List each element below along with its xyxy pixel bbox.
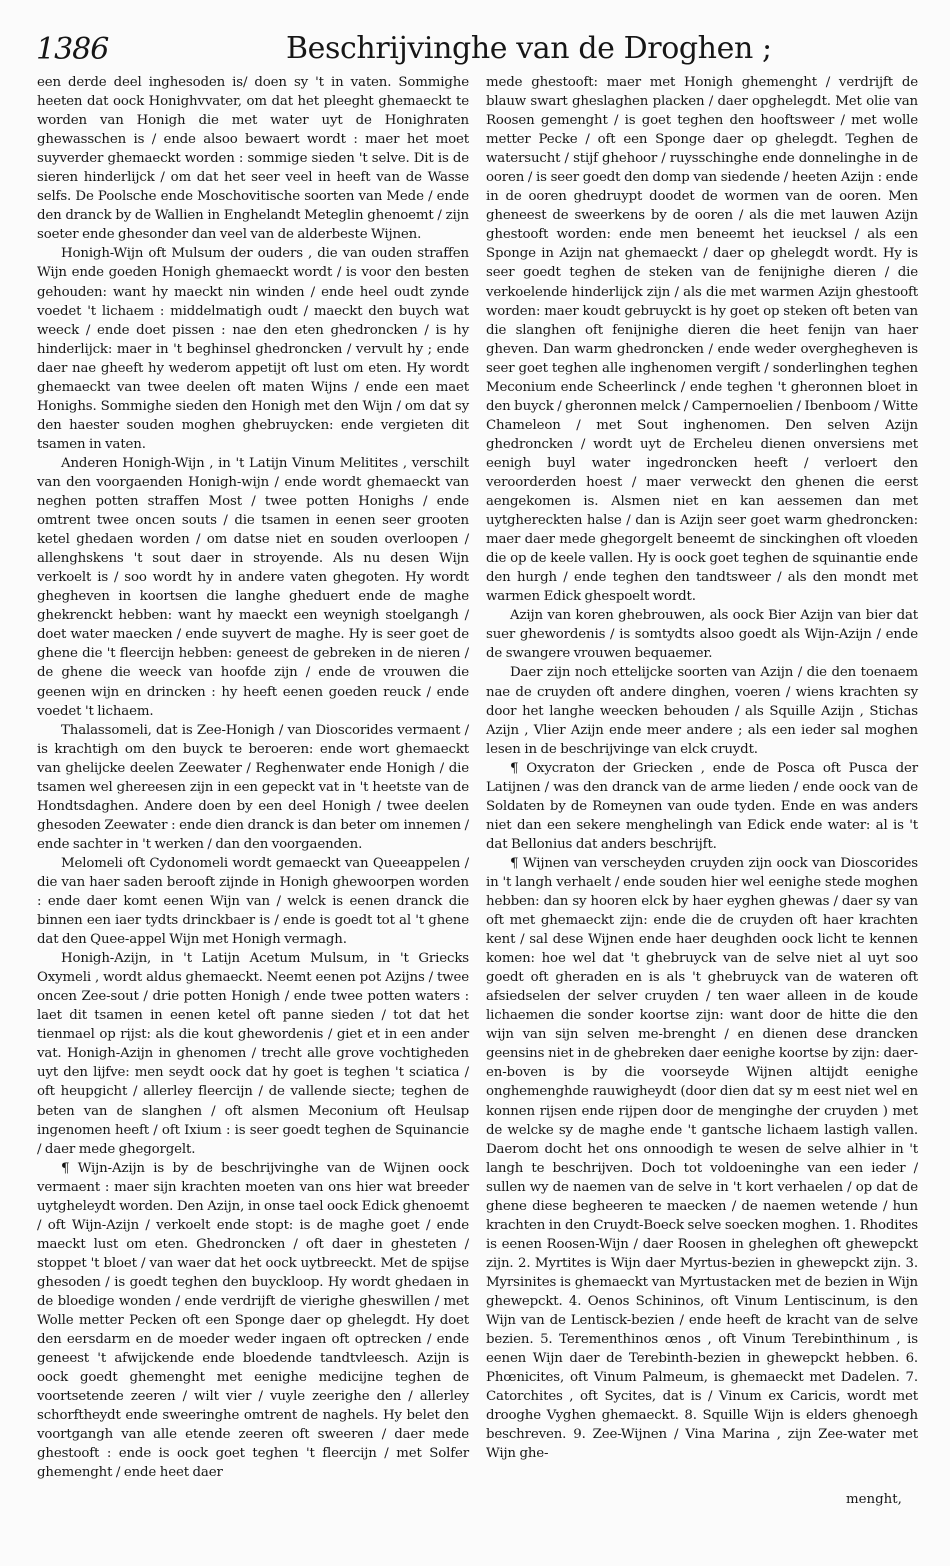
- paragraph: Daer zijn noch ettelijcke soorten van Azijn / die den toenaem nae de cruyden oft andere dinghen, voeren / wiens krachten sy door het langhe weecken behouden / als Squille Azijn , Stichas Azijn , Vlier Azijn ende meer andere ; als een ieder sal moghen lesen in de beschrijvinge van elck cruydt.: [486, 665, 918, 757]
- paragraph: een derde deel inghesoden is/ doen sy 't in vaten. Sommighe heeten dat oock Honighvvater, om dat het pleeght ghemaeckt te worden van Honigh die met water uyt de Honighraten ghewasschen is / ende alsoo bewaert wordt : maer het moet suyverder ghemaeckt worden : sommige sieden 't selve. Dit is de sieren hinderlijck / om dat het seer veel in heeft van de Wasse selfs. De Poolsche ende Moschovitische soorten van Mede / ende den dranck by de Wallien in Enghelandt Meteglin ghenoemt / zijn soeter ende ghesonder dan veel van de alderbeste Wijnen.: [37, 75, 469, 243]
- paragraph: ¶ Wijn-Azijn is by de beschrijvinghe van de Wijnen oock vermaent : maer sijn krachten moeten van ons hier wat breeder uytgheleydt worden. Den Azijn, in onse tael oock Edick ghenoemt / oft Wijn-Azijn / verkoelt ende stopt: is de maghe goet / ende maeckt lust om eten. Ghedroncken / oft daer in ghesteten / stoppet 't bloet / van waer dat het oock uytbreeckt. Met de spijse ghesoden / is goedt teghen den buyckloop. Hy wordt ghedaen in de bloedige wonden / ende verdrijft de vierighe gheswillen / met Wolle metter Pecken oft een Sponge daer op ghelegdt. Hy doet den eersdarm en de moeder weder ingaen oft optrecken / ende geneest 't afwijckende ende bloedende tandtvleesch. Azijn is oock goedt ghemenght met eenighe medicijne teghen de voortsetende zeeren / wilt vier / vuyle zeerighe den / allerley schorftheydt ende sweeringhe omtrent de naghels. Hy belet den voortgangh van alle etende zeeren oft sweeren / daer mede ghestooft : ende is oock goet teghen 't fleercijn / met Solfer ghemenght / ende heet daer: [37, 1160, 469, 1481]
- left-column: [37, 73, 469, 1481]
- paragraph: Azijn van koren ghebrouwen, als oock Bier Azijn van bier dat suer ghewordenis / is somtydts alsoo goedt als Wijn-Azijn / ende de swangere vrouwen bequaemer.: [486, 608, 918, 662]
- right-column: [486, 73, 918, 1462]
- paragraph: Anderen Honigh-Wijn , in 't Latijn Vinum Melitites , verschilt van den voorgaenden Honigh-wijn / ende wordt ghemaeckt van neghen potten straffen Most / twee potten Honighs / ende omtrent twee oncen souts / die tsamen in eenen seer grooten ketel ghedaen worden / om datse niet en souden overloopen / allenghskens 't sout daer in stroyende. Als nu desen Wijn verkoelt is / soo wordt hy in andere vaten ghegoten. Hy wordt ghegheven in koortsen die langhe gheduert ende de maghe ghekrenckt hebben: want hy maeckt een weynigh stoelgangh / doet water maecken / ende suyvert de maghe. Hy is seer goet de ghene die 't fleercijn hebben: geneest de gebreken in de nieren / de ghene die weeck van hoofde zijn / ende de vrouwen die geenen wijn en drincken : hy heeft eenen goeden reuck / ende voedet 't lichaem.: [37, 455, 469, 719]
- page-number: 1386: [36, 32, 109, 67]
- paragraph: mede ghestooft: maer met Honigh ghemenght / verdrijft de blauw swart gheslaghen placken / daer opghelegdt. Met olie van Roosen gemenght / is goet teghen den hooftsweer / met wolle metter Pecke / oft een Sponge daer op ghelegdt. Teghen de watersucht / stijf ghehoor / ruysschinghe ende donnelinghe in de ooren / is seer goedt den domp van siedende / heeten Azijn : ende in de ooren ghedruypt doodet de wormen van de ooren. Men gheneest de sweerkens by de ooren / als die met lauwen Azijn ghestooft worden: ende men beneemt het ieucksel / als een Sponge in Azijn nat ghemaeckt / daer op ghelegdt wordt. Hy is seer goedt teghen de steken van de fenijnighe dieren / die verkoelende hinderlijck zijn / als die met warmen Azijn ghestooft worden: maer koudt gebruyckt is hy goet op steken oft beten van die slanghen oft fenijnighe dieren die heet fenijn van haer gheven. Dan warm ghedroncken / ende weder overghegheven is seer goet teghen alle inghenomen vergift / sonderlinghen teghen Meconium ende Scheerlinck / ende teghen 't gheronnen bloet in den buyck / gheronnen melck / Campernoelien / Ibenboom / Witte Chameleon / met Sout inghenomen. Den selven Azijn ghedroncken / wordt uyt de Ercheleu dienen onversiens met eenigh buyl water ingedroncken heeft / verloert den veroorderden hoest / maer verweckt den ghenen die eerst aengekomen is. Alsmen niet en kan aessemen dan met uytghereckten halse / dan is Azijn seer goet warm ghedroncken: maer daer mede ghegorgelt beneemt de sinckinghen oft vloeden die op de keele vallen. Hy is oock goet teghen de squinantie ende den hurgh / ende teghen den tandtsweer / als den mondt met warmen Edick ghespoelt wordt.: [486, 75, 918, 605]
- paragraph: ¶ Wijnen van verscheyden cruyden zijn oock van Dioscorides in 't langh verhaelt / ende souden hier wel eenighe stede moghen hebben: dan sy hooren elck by haer eyghen ghewas / daer sy van oft met ghemaeckt zijn: ende die de cruyden oft haer krachten kent / sal dese Wijnen ende haer deughden oock licht te kennen komen: hoe wel dat 't ghebruyck van de selve niet al uyt soo goedt oft gheraden en is als 't ghebruyck van de wateren oft afsiedselen der selver cruyden / ten waer alleen in de koude lichaemen die sonder koortse zijn: want door de hitte die den wijn van sijn selven me-brenght / en dienen dese drancken geensins niet in de ghebreken daer eenighe koortse by zijn: daer-en-boven is by die voorseyde Wijnen altijdt eenighe onghemenghde rauwigheydt (door dien dat sy m eest niet wel en konnen rijsen ende rijpen door de menginghe der cruyden ) met de welcke sy de maghe ende 't gantsche lichaem lastigh vallen. Daerom docht het ons onnoodigh te wesen de selve alhier in 't langh te beschrijven. Doch tot voldoeninghe van een ieder / sullen wy de naemen van de selve in 't kort verhaelen / op dat de ghene diese begheeren te maecken / de naemen wetende / hun krachten in den Cruydt-Boeck selve soecken moghen. 1. Rhodites is eenen Roosen-Wijn / daer Roosen in gheleghen oft ghewepckt zijn. 2. Myrtites is Wijn daer Myrtus-bezien in ghewepckt zijn. 3. Myrsinites is ghemaeckt van Myrtustacken met de bezien in Wijn ghewepckt. 4. Oenos Schininos, oft Vinum Lentiscinum, is den Wijn van de Lentisck-bezien / ende heeft de kracht van de selve bezien. 5. Terementhinos œnos , oft Vinum Terebinthinum , is eenen Wijn daer de Terebinth-bezien in ghewepckt hebben. 6. Phœnicites, oft Vinum Palmeum, is ghemaeckt met Dadelen. 7. Catorchites , oft Sycites, dat is / Vinum ex Caricis, wordt met drooghe Vyghen ghemaeckt. 8. Squille Wijn is elders ghenoegh beschreven. 9. Zee-Wijnen / Vina Marina , zijn Zee-water met Wijn ghe-: [486, 855, 918, 1462]
- paragraph: Melomeli oft Cydonomeli wordt gemaeckt van Queeappelen / die van haer saden berooft zijnde in Honigh ghewoorpen worden : ende daer komt eenen Wijn van / welck is eenen dranck die binnen een iaer tydts drinckbaer is / ende is goedt tot al 't ghene dat den Quee-appel Wijn met Honigh vermagh.: [37, 855, 469, 948]
- running-title: Beschrijvinghe van de Droghen ;: [286, 31, 772, 66]
- catchword: menght,: [846, 1492, 902, 1507]
- paragraph: Honigh-Wijn oft Mulsum der ouders , die van ouden straffen Wijn ende goeden Honigh ghemaeckt wordt / is voor den besten gehouden: want hy maeckt nin winden / ende heel oudt zynde voedet 't lichaem : middelmatigh oudt / maeckt den buych wat weeck / ende doet pissen : nae den eten ghedroncken / is hy hinderlijck: maer in 't beghinsel ghedroncken / vervult hy ; ende daer nae gheeft hy wederom appetijt oft lust om eten. Hy wordt ghemaeckt van twee deelen oft maten Wijns / ende een maet Honighs. Sommighe sieden den Honigh met den Wijn / om dat sy den haester souden moghen ghebruycken: ende vergieten dit tsamen in vaten.: [37, 246, 469, 452]
- paragraph: Thalassomeli, dat is Zee-Honigh / van Dioscorides vermaent / is krachtigh om den buyck te beroeren: ende wort ghemaeckt van ghelijcke deelen Zeewater / Reghenwater ende Honigh / die tsamen wel ghereesen zijn in een gepeckt vat in 't heetste van de Hondtsdaghen. Andere doen by een deel Honigh / twee deelen ghesoden Zeewater : ende dien dranck is dan beter om innemen / ende sachter in 't werken / dan den voorgaenden.: [37, 722, 469, 852]
- paragraph: ¶ Oxycraton der Griecken , ende de Posca oft Pusca der Latijnen / was den dranck van de arme lieden / ende oock van de Soldaten by de Romeynen van oude tyden. Ende en was anders niet dan een sekere menghelingh van Edick ende water: al is 't dat Bellonius dat anders beschrijft.: [486, 760, 918, 852]
- page-header: [20, 30, 930, 70]
- paragraph: Honigh-Azijn, in 't Latijn Acetum Mulsum, in 't Griecks Oxymeli , wordt aldus ghemaeckt. Neemt eenen pot Azijns / twee oncen Zee-sout / drie potten Honigh / ende twee potten waters : laet dit tsamen in eenen ketel oft panne sieden / tot dat het tienmael op rijst: als die kout ghewordenis / giet et in een ander vat. Honigh-Azijn in ghenomen / trecht alle grove vochtigheden uyt den lijfve: men seydt oock dat hy goet is teghen 't sciatica / oft heupgicht / allerley fleercijn / de vallende siecte; teghen de beten van de slanghen / oft alsmen Meconium oft Heulsap ingenomen heeft / oft Ixium : is seer goedt teghen de Squinancie / daer mede ghegorgelt.: [37, 951, 469, 1157]
